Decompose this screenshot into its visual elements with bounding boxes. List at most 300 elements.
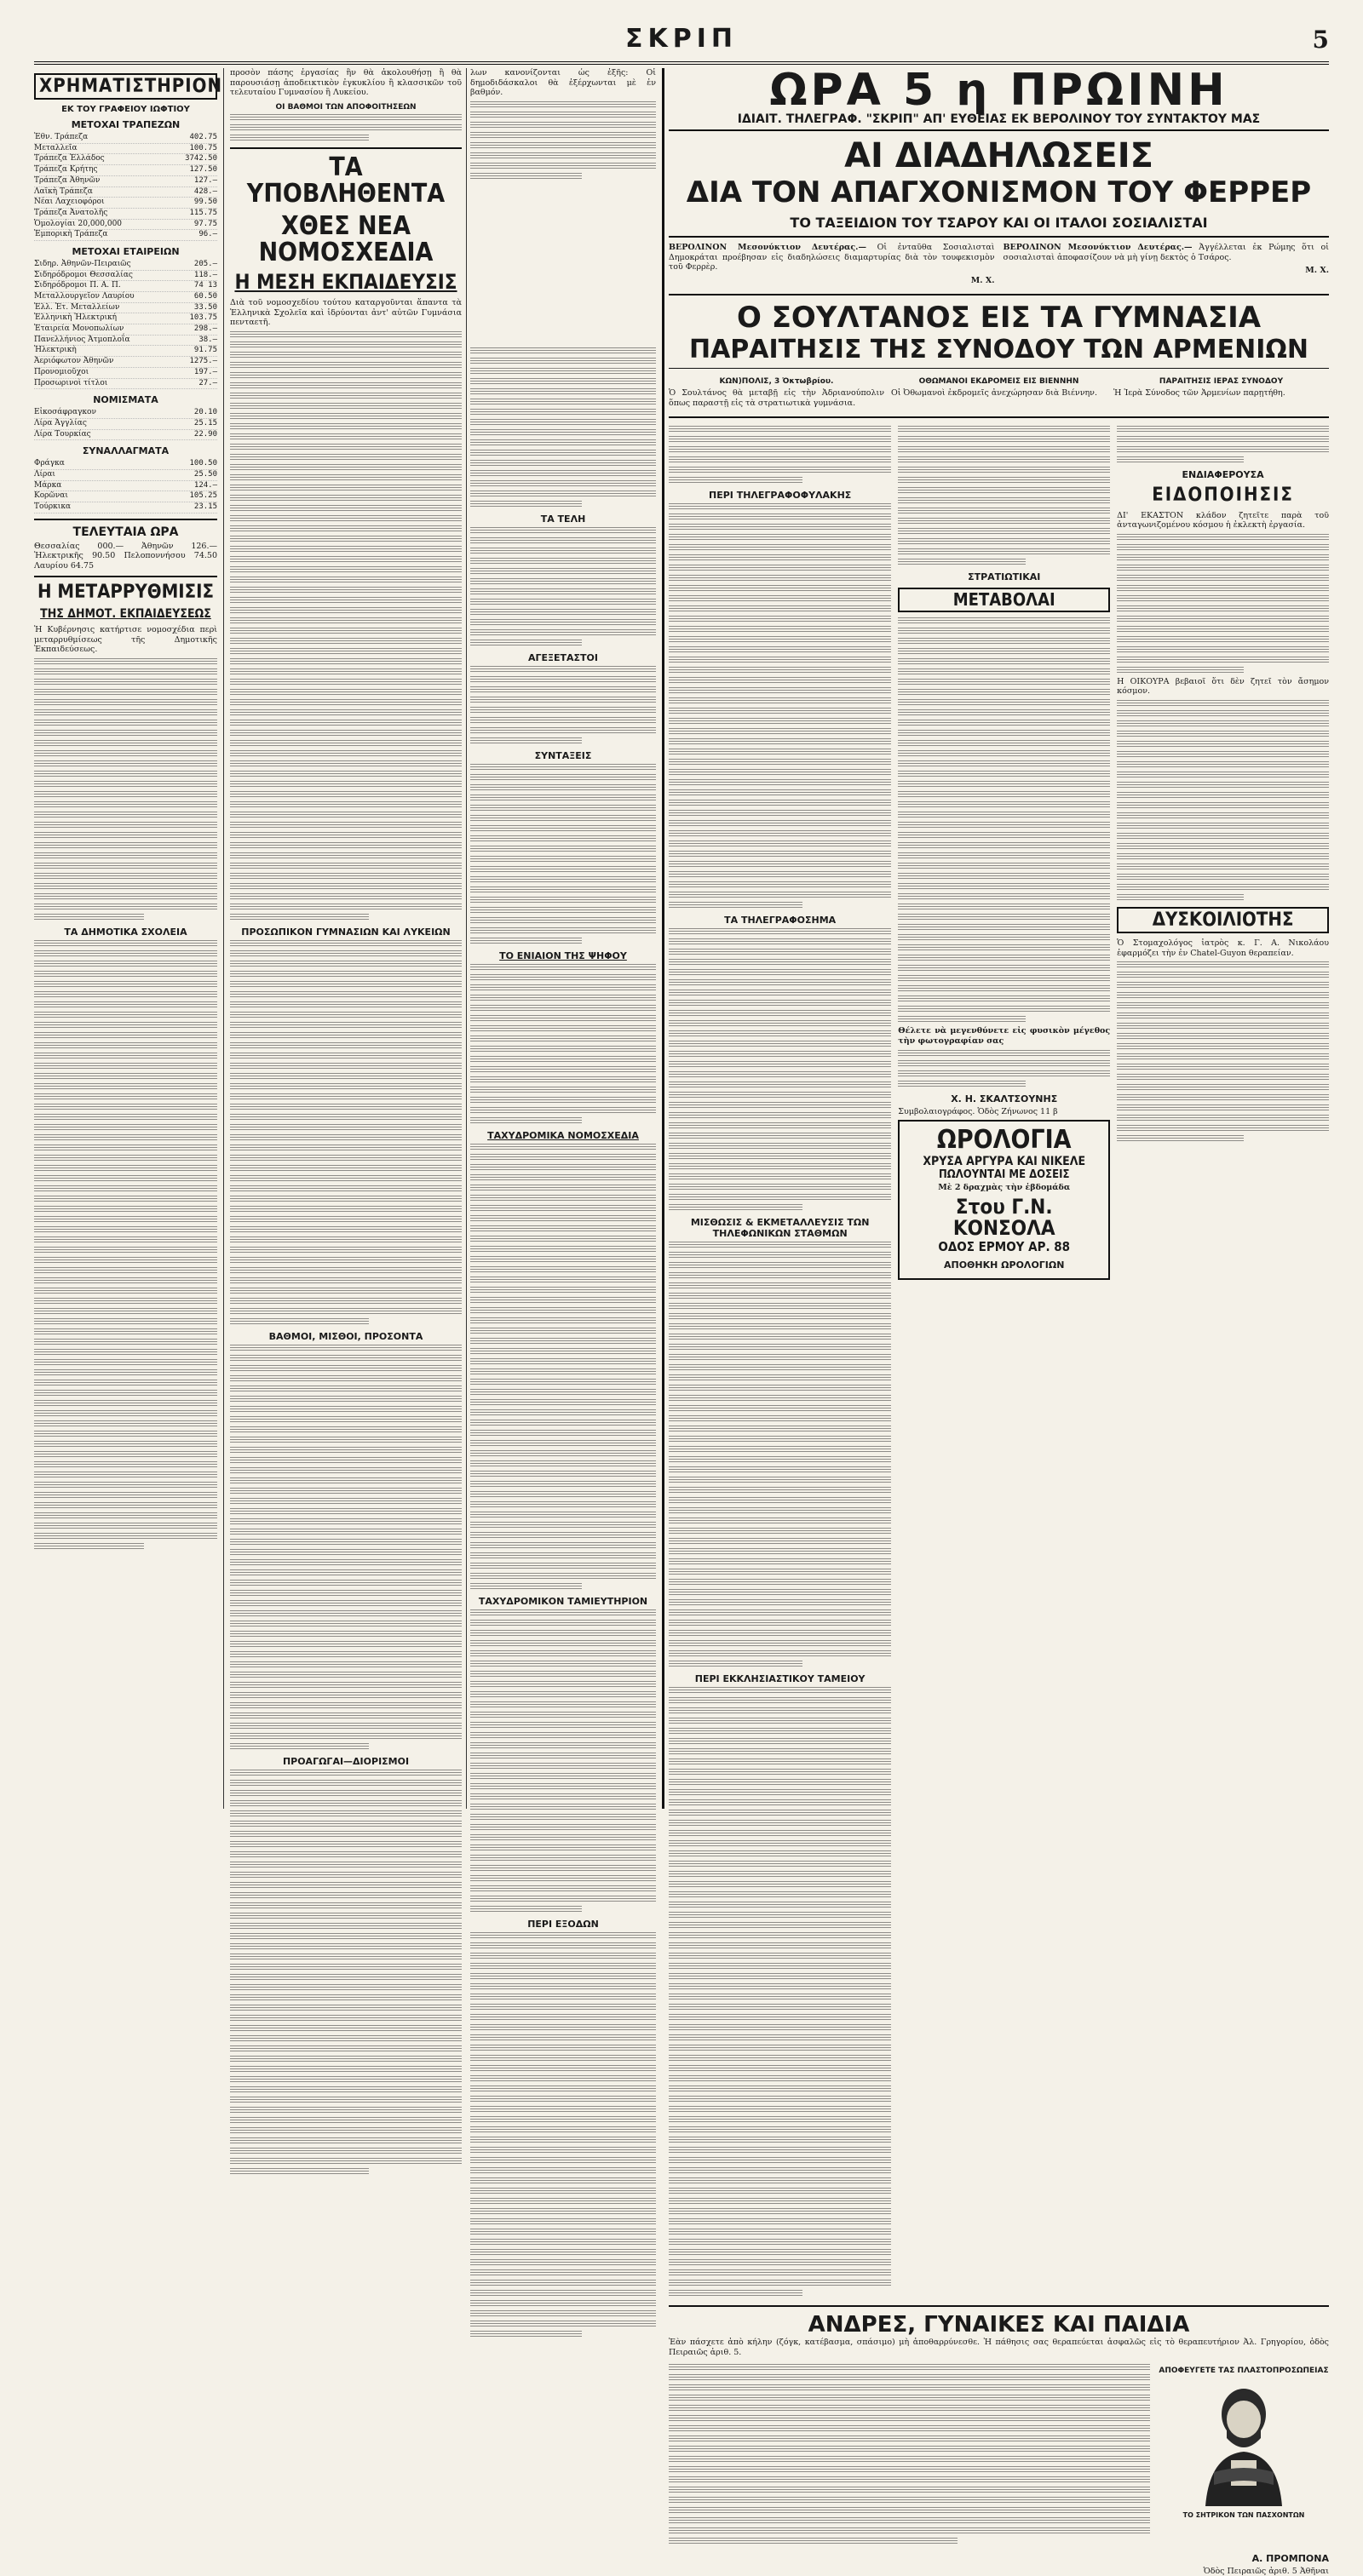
text-line [470, 599, 656, 606]
text-line [470, 1501, 656, 1509]
row-name: Τράπεζα Ἑλλάδος [34, 154, 105, 164]
text-line [34, 1328, 217, 1336]
text-line [230, 730, 462, 737]
row-name: Ἐθν. Τράπεζα [34, 133, 89, 142]
text-line [34, 940, 217, 948]
text-line [470, 1896, 656, 1903]
currency-table [34, 408, 217, 440]
text-line [470, 1046, 656, 1053]
text-line [898, 436, 1110, 444]
body-text-block [669, 928, 891, 1212]
text-line [1117, 731, 1329, 738]
clocks-subtitle: ΧΡΥΣΑ ΑΡΓΥΡΑ ΚΑΙ ΝΙΚΕΛΕ [923, 1154, 1086, 1168]
text-line [669, 1092, 891, 1099]
text-line [470, 707, 656, 714]
text-line [470, 1732, 656, 1740]
text-line [230, 1923, 462, 1931]
text-line [230, 1396, 462, 1403]
berlin-right-text: Ἀγγέλλεται ἐκ Ρώμης ὅτι οἱ σοσιαλισταὶ ἀποφασίζουν νὰ μὴ γίνῃ δεκτὸς ὁ Τσάρος. [1003, 243, 1329, 262]
text-line [1117, 1053, 1329, 1061]
text-line [898, 689, 1110, 697]
postal-savings-heading: ΤΑΧΥΔΡΟΜΙΚΟΝ ΤΑΜΙΕΥΤΗΡΙΟΝ [478, 1595, 648, 1607]
text-line [898, 955, 1110, 962]
text-line [470, 1804, 656, 1811]
page-number: 5 [1312, 26, 1329, 54]
text-line [230, 1831, 462, 1839]
row-value: 205.— [193, 259, 217, 268]
text-line [230, 1610, 462, 1618]
text-line [230, 1518, 462, 1526]
text-line [898, 538, 1110, 546]
text-line [669, 759, 891, 766]
row-value: 25.15 [193, 418, 217, 427]
secondary-education-lead: Διὰ τοῦ νομοσχεδίου τούτου καταργοῦνται ἅπαντα τὰ Ἑλληνικὰ Σχολεῖα καὶ ἱδρύονται ἀντ' αὐτῶν Γυμνάσια πενταετῆ. [230, 297, 462, 328]
text-line [669, 1282, 891, 1290]
text-line [470, 588, 656, 596]
text-line [470, 697, 656, 704]
text-line [669, 949, 891, 956]
text-line [669, 2239, 891, 2246]
text-line [470, 1875, 656, 1883]
text-line [470, 856, 656, 863]
text-line [470, 2198, 656, 2206]
text-line [34, 1053, 217, 1060]
text-line [470, 429, 656, 437]
text-line [34, 709, 217, 717]
text-line [230, 1672, 462, 1679]
text-line [898, 995, 1110, 1003]
berlin-telegrams [669, 243, 1329, 289]
text-line [898, 822, 1110, 829]
text-line [898, 1060, 1110, 1068]
text-line [230, 842, 462, 850]
col2-intro: προσὸν πάσης ἐργασίας ἣν θὰ ἀκολουθήσῃ ἢ θὰ παρουσιάσῃ ἀποδεικτικὸν ἐγκυκλίου ἢ κλασσικῶν τοῦ τελευταίου Γυμνασίου ἢ Λυκείου. [230, 68, 462, 98]
text-line [230, 1943, 462, 1951]
text-line [470, 368, 656, 376]
body-text-block [470, 764, 656, 945]
text-line [669, 513, 891, 521]
notice-text: ΔΙ' ΕΚΑΣΤΟΝ κλάδον ζητεῖτε παρὰ τοῦ ἀνταγωνιζομένου κόσμου ἡ ἐκλεκτὴ ἐργασία. [1117, 510, 1330, 531]
text-line [669, 1242, 891, 1249]
text-line [470, 1460, 656, 1468]
text-line [470, 1552, 656, 1560]
exchange-table [34, 459, 217, 513]
text-line [669, 1456, 891, 1464]
text-line [470, 2116, 656, 2124]
text-line [34, 1185, 217, 1193]
text-line [1117, 1125, 1329, 1133]
text-line [230, 1001, 462, 1009]
row-value: 91.75 [193, 346, 217, 355]
text-line [230, 832, 462, 840]
text-line [470, 1056, 656, 1064]
row-value: 100.50 [189, 459, 217, 468]
text-line [669, 2259, 891, 2267]
text-line [470, 795, 656, 802]
non-examined-heading: ΑΓΕΞΕΤΑΣΤΟΙ [528, 651, 598, 663]
single-vote-heading: ΤΟ ΕΝΙΑΙΟΝ ΤΗΣ ΨΗΦΟΥ [499, 950, 627, 961]
text-line [470, 2218, 656, 2226]
text-line [669, 2364, 1150, 2372]
text-line [230, 505, 462, 513]
text-line [669, 1426, 891, 1433]
text-line [230, 1277, 462, 1285]
text-line [669, 554, 891, 562]
text-line [230, 1770, 462, 1777]
row-value: 3742.50 [185, 154, 217, 164]
text-line [230, 1447, 462, 1454]
text-line [34, 1390, 217, 1397]
text-line [230, 546, 462, 554]
table-row [34, 470, 217, 481]
text-line [470, 1389, 656, 1397]
pensions-heading: ΣΥΝΤΑΞΕΙΣ [534, 749, 592, 761]
constant-left-label: ΚΩΝ)ΠΟΛΙΣ, 3 Ὀκτωβρίου. [719, 377, 834, 387]
text-line [669, 636, 891, 644]
text-line [34, 1022, 217, 1030]
text-line [34, 1104, 217, 1111]
text-line [470, 501, 582, 508]
col3-intro: λων κανονίζονται ὡς ἑξῆς: Οἱ δημοδιδάσκαλοι θὰ ἐξέρχωνται μὲ ἐν βαθμόν. [470, 68, 656, 98]
text-line [470, 1440, 656, 1448]
notary-text: Συμβολαιογράφος. Ὁδὸς Ζήνωνος 11 β [898, 1106, 1058, 1116]
text-line [230, 1780, 462, 1787]
text-line [230, 617, 462, 625]
text-line [230, 1974, 462, 1982]
text-line [230, 1308, 462, 1316]
text-line [34, 1216, 217, 1224]
text-line [470, 1793, 656, 1801]
text-line [230, 1600, 462, 1608]
military-title: ΜΕΤΑΒΟΛΑΙ [898, 588, 1110, 612]
text-line [230, 2045, 462, 2053]
avoid-imitations: ΑΠΟΦΕΥΓΕΤΕ ΤΑΣ ΠΛΑΣΤΟΠΡΟΣΩΠΕΙΑΣ [1159, 2366, 1329, 2375]
text-line [1117, 833, 1329, 840]
row-name: Ἑλληνικὴ Ἠλεκτρική [34, 313, 118, 323]
text-line [669, 1323, 891, 1331]
text-line [669, 861, 891, 869]
text-line [898, 1006, 1110, 1013]
text-line [1117, 761, 1329, 769]
promotions-heading: ΠΡΟΑΓΩΓΑΙ—ΔΙΟΡΙΣΜΟΙ [282, 1755, 410, 1767]
text-line [898, 456, 1110, 464]
bank-shares-table [34, 133, 217, 241]
text-line [230, 740, 462, 748]
military-heading: ΣΤΡΑΤΙΩΤΙΚΑΙ [968, 571, 1041, 583]
text-line [470, 2331, 582, 2338]
text-line [669, 1133, 891, 1140]
text-line [230, 1012, 462, 1019]
text-line [898, 985, 1110, 993]
text-line [230, 760, 462, 768]
text-line [669, 2497, 1150, 2504]
text-line [230, 556, 462, 564]
text-line [470, 1307, 656, 1315]
text-line [230, 1226, 462, 1234]
text-line [669, 1354, 891, 1362]
text-line [34, 883, 217, 891]
text-line [669, 2055, 891, 2063]
text-line [1117, 605, 1329, 613]
text-line [230, 2005, 462, 2012]
table-row [34, 292, 217, 303]
text-line [1117, 595, 1329, 603]
text-line [669, 830, 891, 838]
text-line [230, 1175, 462, 1183]
text-line [34, 689, 217, 697]
text-line [1117, 1033, 1329, 1041]
text-line [669, 503, 891, 511]
text-line [470, 2055, 656, 2063]
text-line [230, 852, 462, 860]
text-line [1117, 853, 1329, 861]
text-line [230, 1498, 462, 1506]
text-line [34, 863, 217, 870]
text-line [669, 990, 891, 997]
text-line [669, 1820, 891, 1827]
table-row [34, 165, 217, 176]
text-line [669, 1881, 891, 1889]
notices-column [1117, 423, 1329, 1145]
text-line [669, 979, 891, 987]
text-line [669, 1081, 891, 1089]
text-line [669, 2517, 1150, 2525]
text-line [34, 914, 144, 921]
text-line [470, 2045, 656, 2052]
stock-exchange-title: ΧΡΗΜΑΤΙΣΤΗΡΙΟΝ [34, 73, 217, 100]
text-line [230, 1984, 462, 1992]
text-line [470, 2290, 656, 2298]
text-line [1117, 1135, 1244, 1143]
text-line [470, 1256, 656, 1264]
text-line [669, 1436, 891, 1443]
text-line [34, 1533, 217, 1540]
text-line [230, 2127, 462, 2135]
text-line [34, 950, 217, 958]
text-line [230, 1621, 462, 1628]
text-line [898, 497, 1110, 505]
row-value: 27.— [198, 378, 217, 387]
promponas-address: Ὁδὸς Πειραιῶς ἀριθ. 5 Ἀθῆναι [1203, 2566, 1329, 2576]
text-line [34, 991, 217, 999]
text-line [470, 568, 656, 576]
text-line [898, 709, 1110, 717]
text-line [470, 1620, 656, 1627]
text-line [34, 1512, 217, 1520]
body-text-block [470, 666, 656, 745]
text-line [34, 1196, 217, 1203]
text-line [470, 1942, 656, 1950]
body-text-block [230, 114, 462, 142]
text-line [470, 846, 656, 853]
text-line [230, 1580, 462, 1587]
text-line [230, 1892, 462, 1900]
text-line [898, 781, 1110, 789]
text-line [669, 2487, 1150, 2494]
text-line [470, 480, 656, 488]
text-line [669, 2229, 891, 2236]
text-line [34, 981, 217, 989]
row-value: 97.75 [193, 219, 217, 228]
text-line [669, 1487, 891, 1495]
text-line [898, 508, 1110, 515]
staff-heading: ΠΡΟΣΩΠΙΚΟΝ ΓΥΜΝΑΣΙΩΝ ΚΑΙ ΛΥΚΕΙΩΝ [241, 926, 451, 938]
text-line [34, 1461, 217, 1469]
telegraph-column [669, 423, 891, 2300]
text-line [669, 616, 891, 623]
text-line [230, 2086, 462, 2094]
berlin-left-text: Οἱ ἐνταῦθα Σοσιαλισταὶ Δημοκράται προέβησαν εἰς διαδηλώσεις διαμαρτυρίας διὰ τὸν τουφεκισμὸν τοῦ Φερρὲρ. [669, 243, 995, 273]
text-line [230, 981, 462, 989]
text-line [669, 1779, 891, 1787]
text-line [669, 1738, 891, 1746]
text-line [470, 619, 656, 627]
row-name: Φράγκα [34, 459, 65, 468]
text-line [898, 548, 1110, 556]
row-value: 74 13 [193, 281, 217, 290]
text-line [470, 1317, 656, 1325]
column-telegrams-ads [669, 65, 1330, 2576]
text-line [230, 413, 462, 421]
text-line [470, 1691, 656, 1699]
text-line [470, 1379, 656, 1386]
text-line [470, 1640, 656, 1648]
text-line [1117, 657, 1329, 664]
text-line [34, 1410, 217, 1418]
text-line [34, 730, 217, 737]
text-line [230, 1257, 462, 1265]
text-line [470, 764, 656, 772]
text-line [230, 2056, 462, 2063]
text-line [470, 1409, 656, 1417]
text-line [470, 1542, 656, 1550]
text-line [34, 668, 217, 676]
text-line [669, 2466, 1150, 2474]
text-line [898, 924, 1110, 932]
text-line [230, 991, 462, 999]
text-line [669, 1112, 891, 1120]
row-value: 100.75 [189, 143, 217, 152]
table-row [34, 368, 217, 379]
text-line [34, 1093, 217, 1101]
text-line [230, 2107, 462, 2114]
text-line [898, 883, 1110, 891]
text-line [470, 1215, 656, 1223]
text-line [669, 2208, 891, 2216]
text-line [230, 1549, 462, 1557]
middle-column [898, 423, 1110, 1284]
text-line [470, 399, 656, 406]
text-line [34, 1288, 217, 1295]
text-line [230, 525, 462, 533]
text-line [34, 1431, 217, 1438]
text-line [230, 1862, 462, 1869]
clocks-address: ΟΔΟΣ ΕΡΜΟΥ ΑΡ. 88 [938, 1238, 1071, 1254]
text-line [1117, 1084, 1329, 1092]
text-line [470, 825, 656, 833]
text-line [470, 1671, 656, 1678]
text-line [230, 433, 462, 441]
row-name: Ἐμπορικὴ Τράπεζα [34, 230, 108, 239]
text-line [1117, 792, 1329, 800]
text-line [34, 842, 217, 850]
body-text-block [669, 2364, 1150, 2545]
text-line [230, 781, 462, 789]
text-line [669, 1758, 891, 1766]
currency-heading: ΝΟΜΙΣΜΑΤΑ [93, 394, 158, 406]
text-line [669, 938, 891, 946]
text-line [230, 2066, 462, 2074]
text-line [34, 1482, 217, 1489]
text-line [470, 1512, 656, 1519]
reform-article-subtitle: ΤΗΣ ΔΗΜΟΤ. ΕΚΠΑΙΔΕΥΣΕΩΣ [40, 606, 211, 621]
text-line [898, 771, 1110, 778]
table-row [34, 303, 217, 314]
row-name: Τράπεζα Κρήτης [34, 165, 98, 175]
text-line [34, 1380, 217, 1387]
body-text-block [669, 503, 891, 909]
text-line [1117, 720, 1329, 728]
text-line [669, 1718, 891, 1725]
text-line [34, 1083, 217, 1091]
grades-heading: ΟΙ ΒΑΘΜΟΙ ΤΩΝ ΑΠΟΦΟΙΤΗΣΕΩΝ [275, 102, 417, 112]
text-line [669, 1799, 891, 1807]
text-line [34, 1073, 217, 1081]
text-line [34, 904, 217, 911]
body-text-block [34, 940, 217, 1551]
text-line [34, 1236, 217, 1244]
text-line [669, 2085, 891, 2093]
row-name: Ἀεριόφωτον Ἀθηνῶν [34, 357, 114, 366]
text-line [470, 1164, 656, 1172]
row-value: 118.— [193, 270, 217, 279]
text-line [1117, 554, 1329, 562]
text-line [230, 1661, 462, 1669]
text-line [669, 477, 802, 485]
text-line [470, 1994, 656, 2001]
text-line [34, 1032, 217, 1040]
notice-small-title: ΕΝΔΙΑΦΕΡΟΥΣΑ [1182, 469, 1264, 481]
text-line [230, 801, 462, 809]
people-ad-title: ΑΝΔΡΕΣ, ΓΥΝΑΙΚΕΣ ΚΑΙ ΠΑΙΔΙΑ [808, 2312, 1190, 2338]
text-line [669, 871, 891, 879]
text-line [669, 1507, 891, 1515]
text-line [669, 1252, 891, 1259]
text-line [669, 467, 891, 474]
text-line [470, 1328, 656, 1335]
text-line [34, 1012, 217, 1019]
constant-left-text: Ὁ Σουλτάνος θὰ μεταβῇ εἰς τὴν Ἀδριανούπολιν ὅπως παραστῇ εἰς τὰ στρατιωτικὰ γυμνάσια. [669, 388, 884, 408]
body-text-block [1117, 961, 1329, 1143]
text-line [470, 1783, 656, 1791]
text-line [230, 648, 462, 656]
text-line [230, 454, 462, 462]
text-line [470, 1701, 656, 1709]
text-line [470, 1885, 656, 1893]
text-line [669, 1477, 891, 1484]
table-row [34, 230, 217, 241]
text-line [669, 575, 891, 582]
stock-exchange-subtitle: ΕΚ ΤΟΥ ΓΡΑΦΕΙΟΥ ΙΩΦΤΙΟΥ [61, 105, 190, 115]
text-line [1117, 843, 1329, 851]
text-line [669, 1102, 891, 1110]
text-line [470, 1532, 656, 1540]
text-line [669, 565, 891, 572]
text-line [230, 1053, 462, 1060]
text-line [230, 1964, 462, 1971]
text-line [230, 1692, 462, 1700]
text-line [1117, 626, 1329, 634]
